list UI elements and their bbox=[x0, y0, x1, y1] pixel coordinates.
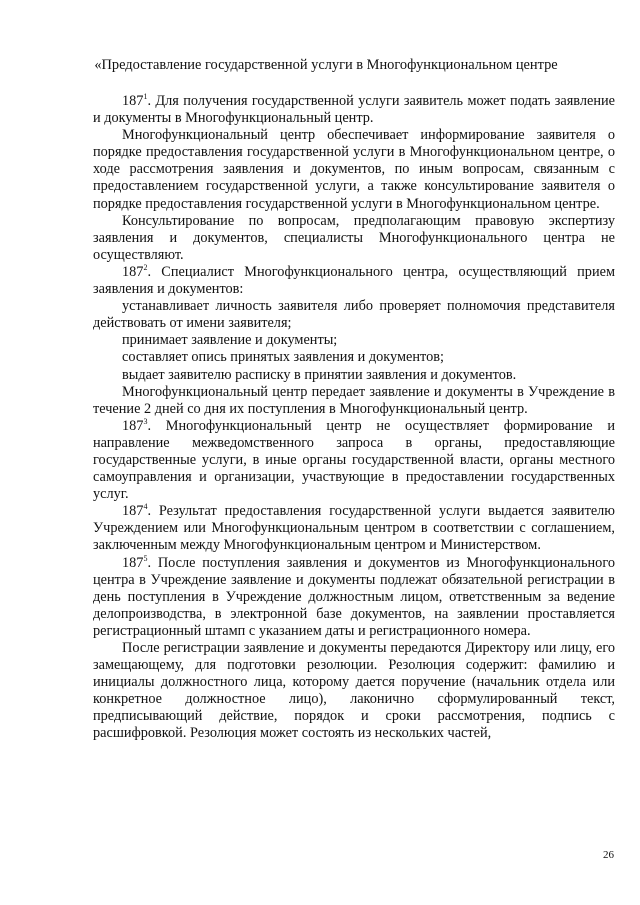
paragraph-187-2 bbox=[93, 264, 615, 298]
clause-superscript: 4 bbox=[143, 502, 148, 512]
paragraph-187-1 bbox=[93, 93, 615, 127]
clause-number: 187 bbox=[122, 93, 144, 109]
paragraph-text: . Для получения государственной услуги заявитель может подать заявление и документы в Многофункциональный центр. bbox=[93, 93, 615, 127]
clause-number: 187 bbox=[122, 417, 144, 434]
list-item: принимает заявление и документы; bbox=[122, 332, 338, 349]
paragraph-187-3 bbox=[93, 418, 615, 503]
list-item: выдает заявителю расписку в принятии заявления и документов. bbox=[122, 366, 517, 383]
page-number: 26 bbox=[603, 849, 614, 861]
clause-superscript: 2 bbox=[143, 262, 148, 272]
paragraph-text: . После поступления заявления и документов из Многофункционального центра в Учреждение заявление и документы подлежат обязательной регистрации в день поступления в Учреждение должностным лицом, ответственным за ведение делопроизводства, в электронной базе документов, на заявлении проставляется регистрационный штамп с указанием даты и регистрационного номера. bbox=[93, 554, 615, 639]
paragraph: После регистрации заявление и документы передаются Директору или лицу, его замещающему, для подготовки резолюции. Резолюция содержит: фамилию и инициалы должностного лица, которому дается поручение (начальник отдела или конкретное должностное лицо), лаконично сформулированный текст, предписывающий действие, порядок и сроки рассмотрения, подпись с расшифровкой. Резолюция может состоять из нескольких частей, bbox=[93, 640, 615, 742]
list-item: составляет опись принятых заявления и документов; bbox=[122, 349, 444, 366]
paragraph-text: . Специалист Многофункционального центра, осуществляющий прием заявления и документов: bbox=[93, 263, 615, 298]
document-body bbox=[93, 93, 615, 743]
clause-superscript: 3 bbox=[143, 416, 148, 426]
paragraph-text: . Результат предоставления государственной услуги выдается заявителю Учреждением или Многофункциональным центром в соответствии с соглашением, заключенным между Многофункциональным центром и Министерством. bbox=[93, 503, 615, 554]
paragraph: Консультирование по вопросам, предполагающим правовую экспертизу заявления и документов, специалисты Многофункционального центра не осуществляют. bbox=[93, 212, 615, 263]
section-heading: «Предоставление государственной услуги в Многофункциональном центре bbox=[94, 57, 558, 73]
paragraph: Многофункциональный центр передает заявление и документы в Учреждение в течение 2 дней со дня их поступления в Многофункциональный центр. bbox=[93, 383, 615, 417]
paragraph-text: . Многофункциональный центр не осуществляет формирование и направление межведомственного запроса в органы, предоставляющие государственные услуги, в иные органы государственной власти, органы местного самоуправления и организации, участвующие в предоставлении государственных услуг. bbox=[93, 417, 615, 503]
paragraph-187-4 bbox=[93, 503, 615, 554]
list-item: устанавливает личность заявителя либо проверяет полномочия представителя действовать от имени заявителя; bbox=[93, 298, 615, 332]
clause-number: 187 bbox=[122, 263, 144, 280]
clause-superscript: 5 bbox=[143, 553, 148, 563]
clause-superscript: 1 bbox=[143, 92, 148, 101]
paragraph: Многофункциональный центр обеспечивает информирование заявителя о порядке предоставления государственной услуги в Многофункциональном центре, о ходе рассмотрения заявления и документов, по иным вопросам, связанным с предоставлением государственной услуги, а также консультирование заявителя о порядке предоставления государственной услуги в Многофункциональном центре. bbox=[93, 127, 615, 212]
clause-number: 187 bbox=[122, 503, 144, 520]
clause-number: 187 bbox=[122, 554, 144, 571]
paragraph-187-5 bbox=[93, 555, 615, 640]
